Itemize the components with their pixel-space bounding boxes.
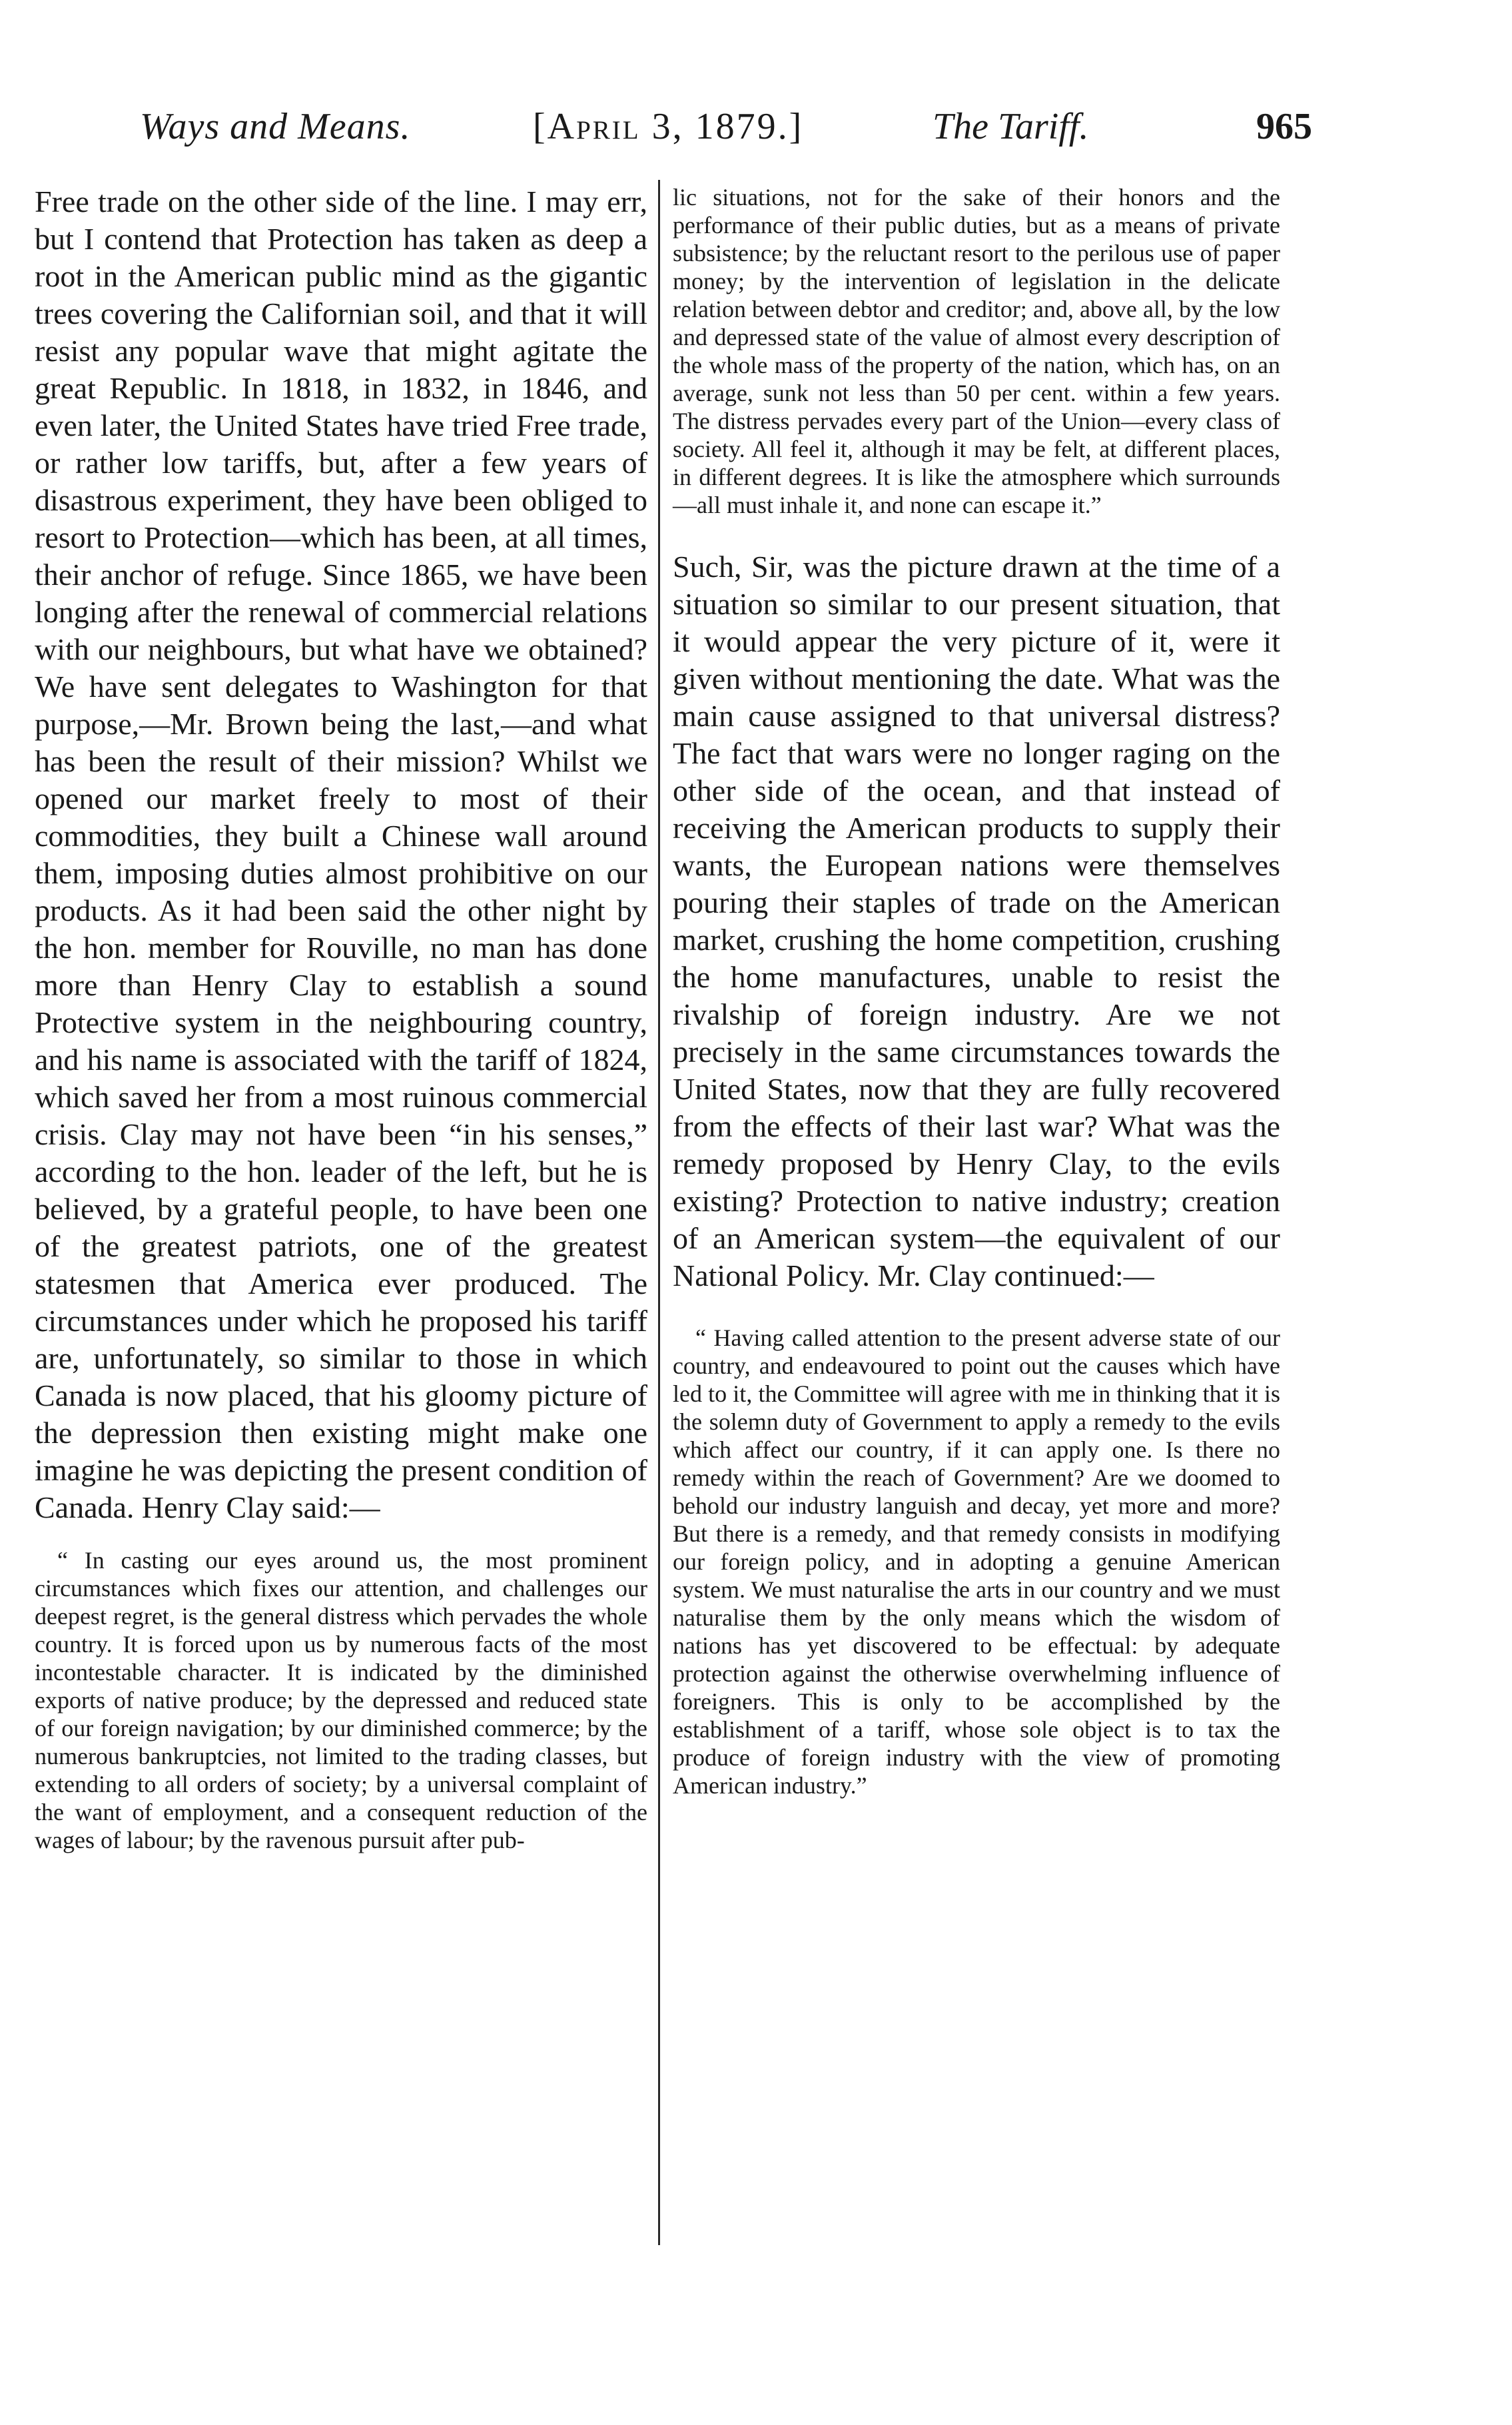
right-column bbox=[673, 183, 1280, 1799]
block-quote: “ Having called attention to the present adverse state of our country, and endeavoured to point out the causes which have led to it, the Committee will agree with me in thinking that it is the solemn duty of Government to apply a remedy to the evils which affect our country, if it can apply one. Is there no remedy within the reach of Government? Are we doomed to behold our industry languish and decay, yet more and more? But there is a remedy, and that remedy consists in modifying our foreign policy, and in adopting a genuine American system. We must naturalise the arts in our country and we must naturalise them by the only means which the wisdom of nations has yet discovered to be effectual: by adequate protection against the otherwise overwhelming influence of foreigners. This is only to be accomplished by the establishment of a tariff, whose sole object is to tax the produce of foreign industry with the view of promoting American industry.” bbox=[673, 1324, 1280, 1799]
header-date-open: [ bbox=[533, 106, 548, 147]
column-divider bbox=[658, 180, 660, 2245]
header-date-month: April bbox=[547, 106, 641, 147]
block-quote-continued: lic situations, not for the sake of their honors and the performance of their public duties, but as a means of private subsistence; by the reluctant resort to the perilous use of paper money; by the intervention of legislation in the delicate relation between debtor and creditor; and, above all, by the low and depressed state of the value of almost every description of the whole mass of the property of the nation, which has, on an average, sunk not less than 50 per cent. within a few years. The distress pervades every part of the Union—every class of society. All feel it, although it may be felt, at different places, in different degrees. It is like the atmosphere which surrounds—all must inhale it, and none can escape it.” bbox=[673, 184, 1280, 518]
header-topic: The Tariff. bbox=[933, 106, 1089, 147]
header-date bbox=[533, 100, 803, 153]
running-header bbox=[140, 100, 1312, 153]
block-quote: “ In casting our eyes around us, the most prominent circumstances which fixes our attention, and challenges our deepest regret, is the general distress which pervades the whole country. It is forced upon us by numerous facts of the most incontestable character. It is indicated by the diminished exports of native produce; by the depressed and reduced state of our foreign navigation; by our diminished commerce; by the numerous bankruptcies, not limited to the trading classes, but extending to all orders of society; by a universal complaint of the want of employment, and a consequent reduction of the wages of labour; by the ravenous pursuit after pub- bbox=[35, 1547, 647, 1853]
header-section-title: Ways and Means. bbox=[140, 106, 411, 147]
paragraph-gap bbox=[673, 519, 1280, 548]
body-paragraph: Such, Sir, was the picture drawn at the time of a situation so similar to our present situation, that it would appear the very picture of it, were it given without mentioning the date. What was the main cause assigned to that universal distress? The fact that wars were no longer raging on the other side of the ocean, and that instead of receiving the American products to supply their wants, the European nations were themselves pouring their staples of trade on the American market, crushing the home competition, crushing the home manufactures, unable to resist the rivalship of foreign industry. Are we not precisely in the same circumstances towards the United States, now that they are fully recovered from the effects of their last war? What was the remedy proposed by Henry Clay, to the evils existing? Protection to native industry; creation of an American system—the equivalent of our National Policy. Mr. Clay continued:— bbox=[673, 550, 1280, 1292]
page-number: 965 bbox=[1256, 106, 1312, 147]
header-date-rest: 3, 1879.] bbox=[640, 106, 804, 147]
left-column bbox=[35, 183, 647, 1854]
body-paragraph: Free trade on the other side of the line. I may err, but I contend that Protection has taken as deep a root in the American public mind as the gigantic trees covering the Californian soil, and that it will resist any popular wave that might agitate the great Republic. In 1818, in 1832, in 1846, and even later, the United States have tried Free trade, or rather low tariffs, but, after a few years of disastrous experiment, they have been obliged to resort to Protection—which has been, at all times, their anchor of refuge. Since 1865, we have been longing after the renewal of commercial relations with our neighbours, but what have we obtained? We have sent delegates to Washington for that purpose,—Mr. Brown being the last,—and what has been the result of their mission? Whilst we opened our market freely to most of their commodities, they built a Chinese wall around them, imposing duties almost prohibitive on our products. As it had been said the other night by the hon. member for Rouville, no man has done more than Henry Clay to establish a sound Protective system in the neighbouring country, and his name is associated with the tariff of 1824, which saved her from a most ruinous commercial crisis. Clay may not have been “in his senses,” according to the hon. leader of the left, but he is believed, by a grateful people, to have been one of the greatest patriots, one of the greatest statesmen that America ever produced. The circumstances under which he proposed his tariff are, unfortunately, so similar to those in which Canada is now placed, that his gloomy picture of the depression then existing might make one imagine he was depicting the present condition of Canada. Henry Clay said:— bbox=[35, 185, 647, 1524]
paragraph-gap bbox=[673, 1294, 1280, 1324]
paragraph-gap bbox=[35, 1526, 647, 1546]
